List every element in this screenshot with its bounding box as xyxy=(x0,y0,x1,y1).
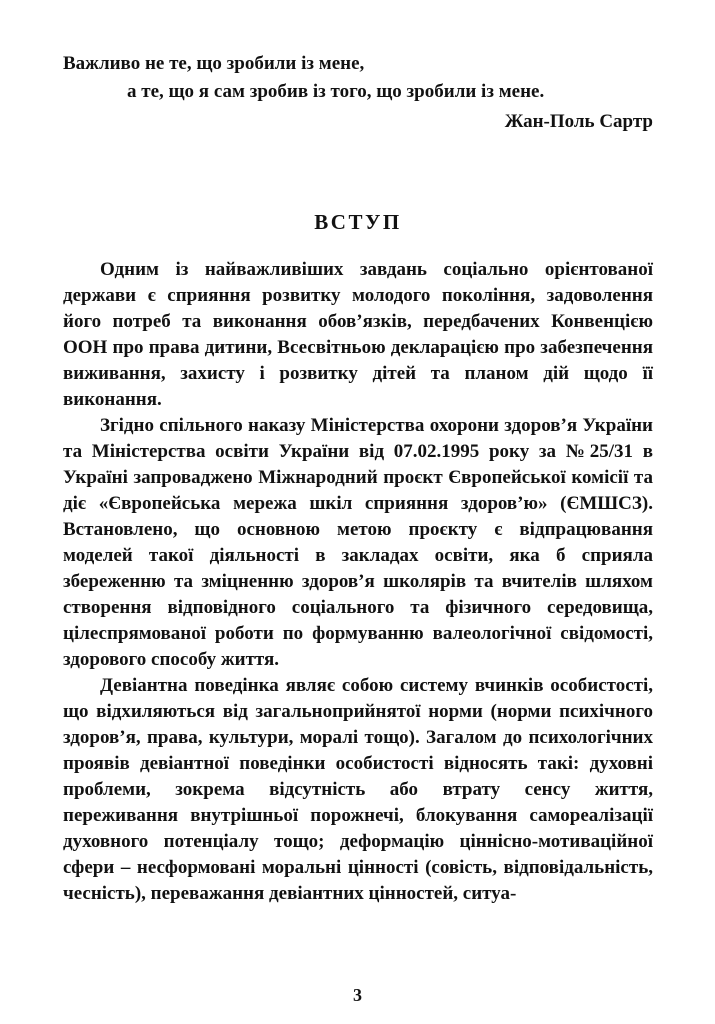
epigraph-line-2: а те, що я сам зробив із того, що зробили із мене. xyxy=(127,81,545,102)
page-number: 3 xyxy=(353,985,362,1005)
chapter-title: ВСТУП xyxy=(314,210,402,234)
chapter-body xyxy=(63,257,653,907)
paragraph-3: Девіантна поведінка являє собою систему вчинків особистості, що відхиляються від загальноприйнятої норми (норми психічного здоров’я, права, культури, моралі тощо). Загалом до психологічних проявів девіантної поведінки особистості відносять такі: духовні проблеми, зокрема відсутність або втрату сенсу життя, переживання внутрішньої порожнечі, блокування самореалізації духовного потенціалу тощо; деформацію ціннісно-мотиваційної сфери – несформовані моральні цінності (совість, відповідальність, чесність), переважання девіантних цінностей, ситуа- xyxy=(63,675,653,904)
paragraph-1: Одним із найважливіших завдань соціально орієнтованої держави є сприяння розвитку молодого покоління, задоволення його потреб та виконання обов’язків, передбачених Конвенцією ООН про права дитини, Всесвітньою декларацією про забезпечення виживання, захисту і розвитку дітей та планом дій щодо її виконання. xyxy=(63,259,653,410)
epigraph xyxy=(63,50,653,136)
paragraph-2: Згідно спільного наказу Міністерства охорони здоров’я України та Міністерства освіти України від 07.02.1995 року за №25/31 в Україні запроваджено Міжнародний проєкт Європейської комісії та діє «Європейська мережа шкіл сприяння здоров’ю» (ЄМШСЗ). Встановлено, що основною метою проєкту є відпрацювання моделей такої діяльності в закладах освіти, яка б сприяла збереженню та зміцненню здоров’я школярів та вчителів шляхом створення відповідного соціального та фізичного середовища, цілеспрямованої роботи по формуванню валеологічної свідомості, здорового способу життя. xyxy=(63,415,653,670)
epigraph-line-1: Важливо не те, що зробили із мене, xyxy=(63,53,365,74)
epigraph-author: Жан-Поль Сартр xyxy=(504,111,653,132)
